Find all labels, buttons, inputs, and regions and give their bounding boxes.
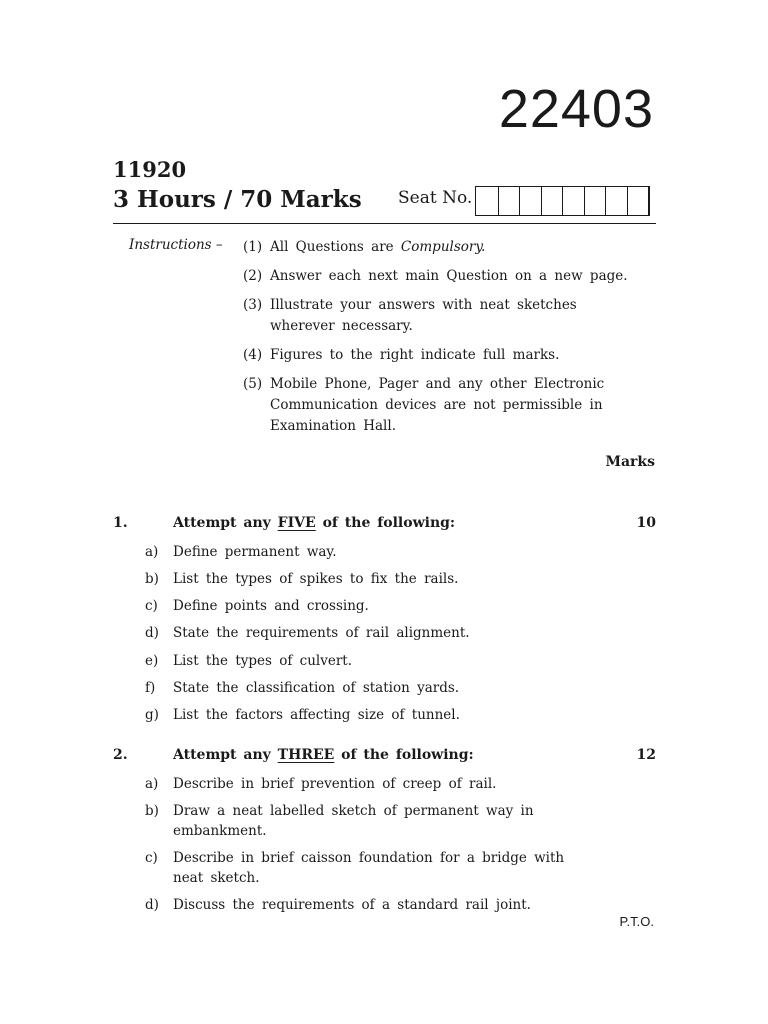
sub-question [145, 542, 595, 562]
sub-question [145, 774, 595, 794]
question-count: THREE [277, 747, 335, 763]
instruction-item [243, 295, 635, 337]
instruction-number: (4) [243, 347, 263, 363]
paper-code: 22403 [498, 79, 654, 139]
sub-question-letter: g) [145, 707, 159, 723]
sub-question [145, 705, 595, 725]
page-turn-note: P.T.O. [619, 914, 654, 929]
sub-question [145, 678, 595, 698]
question-marks: 12 [636, 747, 656, 763]
question-number: 2. [113, 747, 128, 763]
question-heading [113, 747, 656, 767]
sub-question-text: Discuss the requirements of a standard rail joint. [173, 897, 531, 913]
instruction-number: (2) [243, 268, 263, 284]
sub-question-letter: d) [145, 625, 159, 641]
instruction-item [243, 374, 635, 437]
question-number: 1. [113, 515, 128, 531]
seat-number-label: Seat No. [398, 188, 473, 208]
seat-digit-box[interactable] [584, 187, 606, 215]
seat-digit-box[interactable] [627, 187, 649, 215]
sub-question-letter: f) [145, 680, 156, 696]
instructions-heading: Instructions – [129, 237, 223, 253]
sub-question-letter: b) [145, 803, 159, 819]
sub-question-text: Draw a neat labelled sketch of permanent way in embankment. [173, 803, 534, 839]
instruction-item [243, 345, 635, 366]
sub-question [145, 651, 595, 671]
seat-digit-box[interactable] [519, 187, 541, 215]
sub-question-text: List the types of culvert. [173, 653, 353, 669]
seat-digit-box[interactable] [476, 187, 498, 215]
sub-question-letter: c) [145, 850, 158, 866]
instruction-text: Answer each next main Question on a new page. [270, 268, 628, 284]
sub-question-letter: a) [145, 776, 159, 792]
instructions-list [243, 237, 635, 445]
sub-question [145, 623, 595, 643]
question-count: FIVE [277, 515, 316, 531]
sub-question-letter: c) [145, 598, 158, 614]
question-prefix: Attempt any [173, 515, 278, 531]
instruction-item [243, 237, 635, 258]
question-prefix: Attempt any [173, 747, 278, 763]
instruction-text: Mobile Phone, Pager and any other Electronic Communication devices are not permissible in Examination Hall. [270, 376, 605, 434]
instruction-text: Illustrate your answers with neat sketches wherever necessary. [270, 297, 577, 334]
question-suffix: of the following: [315, 515, 456, 531]
question-suffix: of the following: [334, 747, 474, 763]
instruction-item [243, 266, 635, 287]
instruction-number: (3) [243, 297, 263, 313]
question-marks: 10 [636, 515, 656, 531]
seat-digit-box[interactable] [498, 187, 520, 215]
marks-column-heading: Marks [605, 454, 655, 470]
sub-question [145, 895, 595, 915]
time-and-marks: 3 Hours / 70 Marks [113, 186, 362, 213]
sub-question-text: Describe in brief caisson foundation for a bridge with neat sketch. [173, 850, 565, 886]
sub-question [145, 569, 595, 589]
instruction-text: All Questions are [270, 239, 401, 255]
sub-question-letter: a) [145, 544, 159, 560]
seat-digit-box[interactable] [541, 187, 563, 215]
sub-question-letter: d) [145, 897, 159, 913]
question-instruction [173, 515, 455, 531]
seat-digit-box[interactable] [605, 187, 627, 215]
sub-question-text: Describe in brief prevention of creep of rail. [173, 776, 497, 792]
sub-question-text: State the classification of station yards. [173, 680, 460, 696]
question-heading [113, 515, 656, 535]
instruction-number: (5) [243, 376, 263, 392]
instruction-emphasis: Compulsory. [400, 239, 486, 255]
sub-question-letter: e) [145, 653, 159, 669]
sub-question [145, 596, 595, 616]
sub-question [145, 848, 595, 888]
sub-question-letter: b) [145, 571, 159, 587]
exam-code: 11920 [113, 157, 187, 182]
instruction-text: Figures to the right indicate full marks. [270, 347, 560, 363]
header-divider [113, 223, 656, 224]
question-instruction [173, 747, 474, 763]
sub-question [145, 801, 595, 841]
seat-number-boxes[interactable] [475, 186, 650, 216]
sub-question-text: State the requirements of rail alignment. [173, 625, 470, 641]
seat-digit-box[interactable] [562, 187, 584, 215]
sub-question-text: List the factors affecting size of tunnel. [173, 707, 460, 723]
sub-question-text: Define permanent way. [173, 544, 337, 560]
sub-question-text: Define points and crossing. [173, 598, 369, 614]
instruction-number: (1) [243, 239, 263, 255]
sub-question-text: List the types of spikes to fix the rails. [173, 571, 459, 587]
